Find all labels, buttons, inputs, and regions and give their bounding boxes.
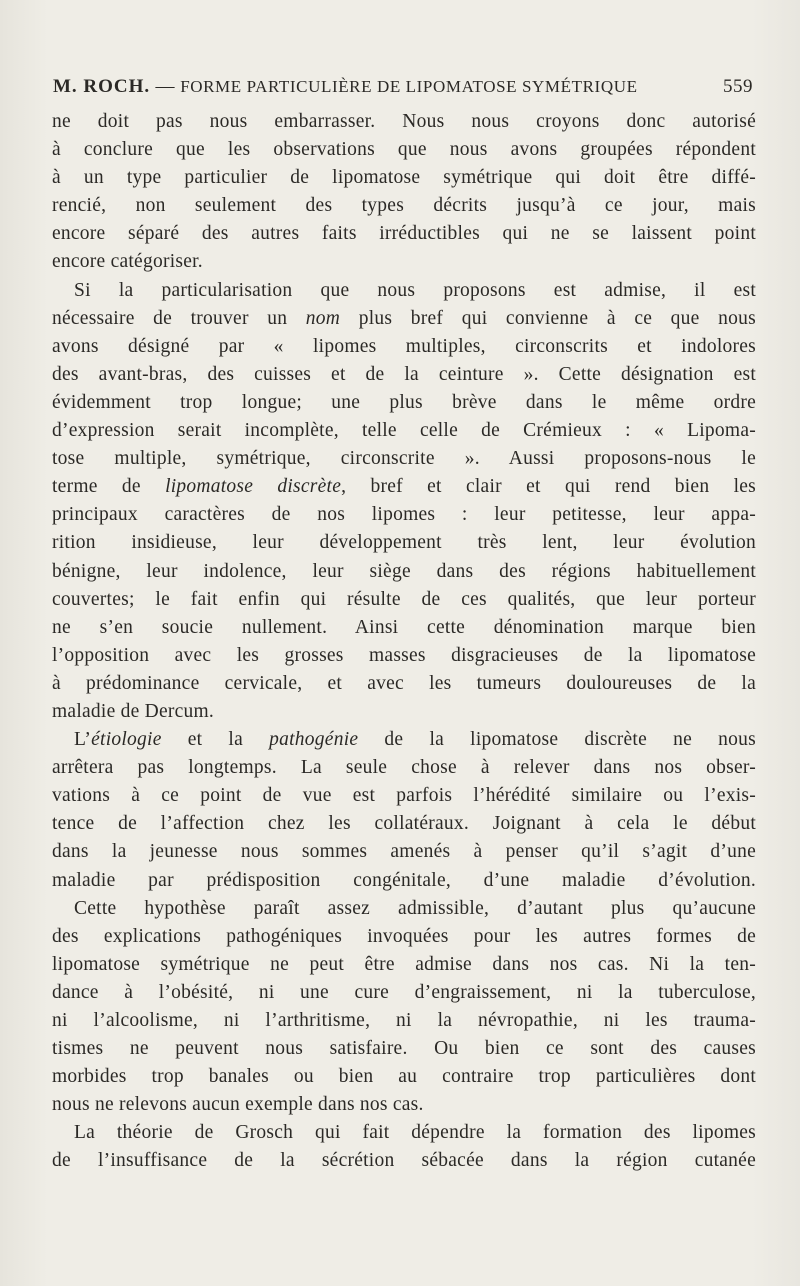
body-text xyxy=(52,108,756,1176)
text-line: d’expression serait incomplète, telle celle de Crémieux : « Lipoma- xyxy=(52,420,756,442)
text-run: nécessaire de trouver un xyxy=(52,307,306,329)
text-line xyxy=(52,473,756,501)
text-line: des explications pathogéniques invoquées pour les autres formes de xyxy=(52,925,756,947)
text-line: ne s’en soucie nullement. Ainsi cette dénomination marque bien xyxy=(52,616,756,638)
text-line: à un type particulier de lipomatose symétrique qui doit être diffé- xyxy=(52,167,756,189)
italic-term-pathogenie: pathogénie xyxy=(269,729,359,751)
text-run: plus bref qui convienne à ce que nous xyxy=(340,307,756,329)
page-number: 559 xyxy=(723,76,753,97)
text-line xyxy=(52,305,756,333)
text-line: tose multiple, symétrique, circonscrite ». Aussi proposons-nous le xyxy=(52,448,756,470)
text-run: L’ xyxy=(74,729,92,751)
text-line: dans la jeunesse nous sommes amenés à penser qu’il s’agit d’une xyxy=(52,841,756,863)
text-line: bénigne, leur indolence, leur siège dans des régions habituellement xyxy=(52,560,756,582)
text-line: vations à ce point de vue est parfois l’hérédité similaire ou l’exis- xyxy=(52,785,756,807)
text-line: encore catégoriser. xyxy=(52,251,203,273)
text-line: lipomatose symétrique ne peut être admise dans nos cas. Ni la ten- xyxy=(52,953,756,975)
text-line: principaux caractères de nos lipomes : leur petitesse, leur appa- xyxy=(52,504,756,526)
running-header xyxy=(53,76,753,98)
text-line: des avant-bras, des cuisses et de la ceinture ». Cette désignation est xyxy=(52,363,756,385)
italic-term-etiologie: étiologie xyxy=(91,729,162,751)
text-line: tence de l’affection chez les collatéraux. Joignant à cela le début xyxy=(52,813,756,835)
text-line: nous ne relevons aucun exemple dans nos cas. xyxy=(52,1094,424,1116)
text-line: ne doit pas nous embarrasser. Nous nous croyons donc autorisé xyxy=(52,111,756,132)
text-run: terme de xyxy=(52,476,166,498)
header-separator: — xyxy=(150,76,181,97)
text-run: et la xyxy=(161,729,270,751)
text-line: dance à l’obésité, ni une cure d’engraissement, ni la tuberculose, xyxy=(52,981,756,1003)
text-line: maladie de Dercum. xyxy=(52,700,215,722)
text-line: à conclure que les observations que nous avons groupées répondent xyxy=(52,139,756,161)
italic-term-nom: nom xyxy=(305,307,341,329)
text-line: couvertes; le fait enfin qui résulte de ces qualités, que leur porteur xyxy=(52,588,756,610)
text-line: ni l’alcoolisme, ni l’arthritisme, ni la névropathie, ni les trauma- xyxy=(52,1010,756,1031)
header-title: FORME PARTICULIÈRE DE LIPOMATOSE SYMÉTRIQUE xyxy=(180,77,638,96)
text-run: , bref et clair et qui rend bien les xyxy=(341,476,757,498)
text-line: Cette hypothèse paraît assez admissible, d’autant plus qu’aucune xyxy=(74,897,756,919)
text-line: à prédominance cervicale, et avec les tumeurs douloureuses de la xyxy=(52,672,756,694)
text-line: arrêtera pas longtemps. La seule chose à relever dans nos obser- xyxy=(52,757,756,779)
italic-term-lipomatose-discrete: lipomatose discrète xyxy=(165,476,342,498)
text-line: maladie par prédisposition congénitale, d’une maladie d’évolution. xyxy=(52,869,756,891)
text-line: La théorie de Grosch qui fait dépendre la formation des lipomes xyxy=(74,1122,756,1144)
text-line: encore séparé des autres faits irréductibles qui ne se laissent point xyxy=(52,223,756,245)
text-line: tismes ne peuvent nous satisfaire. Ou bien ce sont des causes xyxy=(52,1038,756,1060)
text-line: l’opposition avec les grosses masses disgracieuses de la lipomatose xyxy=(52,644,756,666)
text-run: de la lipomatose discrète ne nous xyxy=(358,729,756,751)
text-line: rition insidieuse, leur développement très lent, leur évolution xyxy=(52,532,756,554)
text-line: Si la particularisation que nous proposons est admise, il est xyxy=(74,279,756,301)
text-line xyxy=(52,726,756,754)
text-line: de l’insuffisance de la sécrétion sébacée dans la région cutanée xyxy=(52,1150,756,1172)
text-line: morbides trop banales ou bien au contraire trop particulières dont xyxy=(52,1066,756,1088)
text-line: évidemment trop longue; une plus brève dans le même ordre xyxy=(52,391,756,413)
text-line: avons désigné par « lipomes multiples, circonscrits et indolores xyxy=(52,335,756,357)
header-author: M. ROCH. xyxy=(53,76,151,97)
text-line: rencié, non seulement des types décrits jusqu’à ce jour, mais xyxy=(52,195,756,217)
